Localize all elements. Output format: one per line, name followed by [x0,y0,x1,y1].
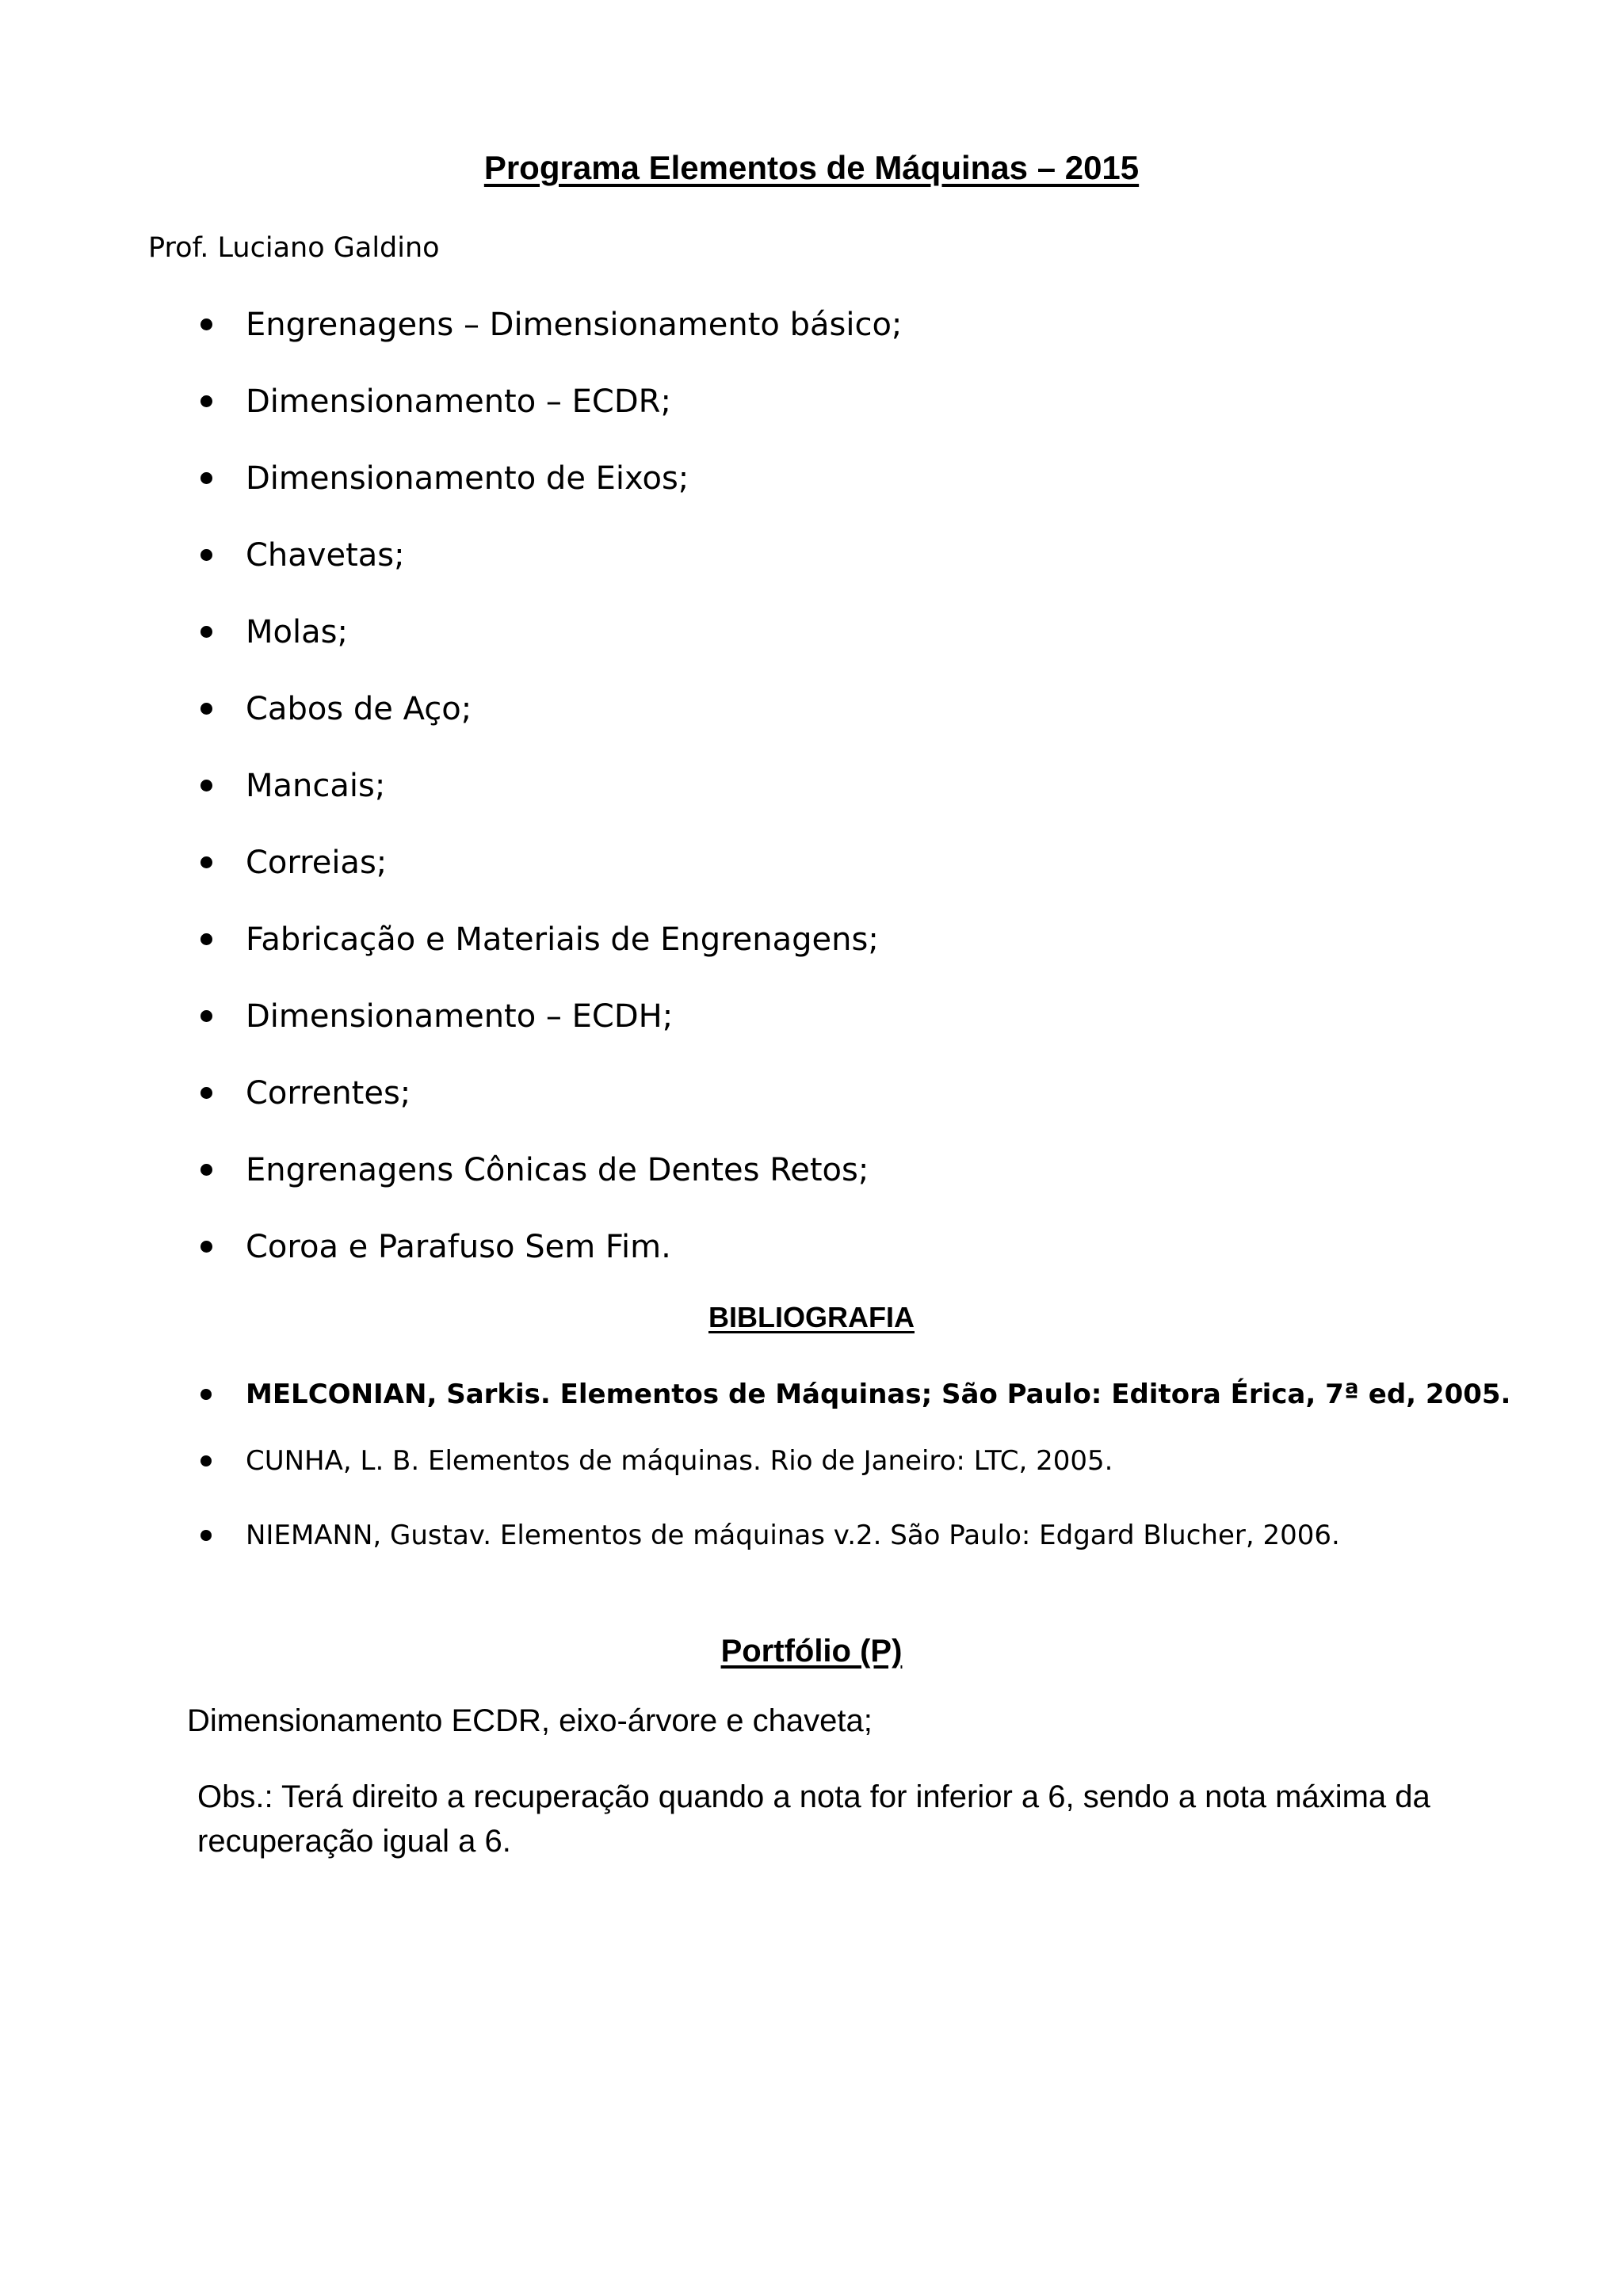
bullet-icon [200,1010,212,1022]
bibliography-item [0,1375,1623,1415]
bullet-icon [200,1455,212,1466]
bullet-icon [200,1087,212,1099]
topic-item [0,303,1623,350]
bullet-icon [200,549,212,561]
bullet-icon [200,1530,212,1541]
topic-text: Mancais; [246,768,386,804]
topic-text: Engrenagens – Dimensionamento básico; [246,307,903,343]
topic-text: Coroa e Parafuso Sem Fim. [246,1229,671,1265]
topic-text: Dimensionamento – ECDR; [246,383,671,420]
bullet-icon [200,395,212,407]
topic-item [0,1225,1623,1272]
bullet-icon [200,626,212,638]
portfolio-heading: Portfólio (P) [720,1634,903,1669]
topic-text: Cabos de Aço; [246,691,472,727]
bullet-icon [200,780,212,791]
topic-text: Chavetas; [246,537,405,574]
bullet-icon [200,1164,212,1176]
topic-text: Dimensionamento de Eixos; [246,460,689,497]
bullet-icon [200,933,212,945]
bibliography-text: MELCONIAN, Sarkis. Elementos de Máquinas; São Paulo: Editora Érica, 7ª ed, 2005. [246,1379,1511,1410]
bullet-icon [200,1389,212,1400]
professor-name: Prof. Luciano Galdino [148,232,440,264]
bibliography-text: CUNHA, L. B. Elementos de máquinas. Rio de Janeiro: LTC, 2005. [246,1445,1113,1477]
bullet-icon [200,703,212,715]
bibliography-text: NIEMANN, Gustav. Elementos de máquinas v.2. São Paulo: Edgard Blucher, 2006. [246,1520,1340,1551]
observation-note: Obs.: Terá direito a recuperação quando a nota for inferior a 6, sendo a nota máxima da recuperação igual a 6. [197,1779,1430,1859]
topic-text: Engrenagens Cônicas de Dentes Retos; [246,1152,869,1188]
topic-item [0,917,1623,965]
topic-text: Molas; [246,614,348,650]
bibliography-item [0,1516,1623,1556]
topic-item [0,610,1623,658]
topic-item [0,687,1623,734]
topic-item [0,841,1623,888]
topic-item [0,994,1623,1042]
bullet-icon [200,318,212,330]
portfolio-text: Dimensionamento ECDR, eixo-árvore e chaveta; [187,1703,873,1738]
bullet-icon [200,856,212,868]
topic-item [0,1071,1623,1119]
topic-item [0,533,1623,581]
document-title: Programa Elementos de Máquinas – 2015 [483,149,1140,186]
bibliography-heading: BIBLIOGRAFIA [708,1301,915,1333]
topic-item [0,1148,1623,1196]
topic-text: Dimensionamento – ECDH; [246,998,674,1035]
topic-item [0,456,1623,504]
topic-text: Correntes; [246,1075,411,1112]
bullet-icon [200,472,212,484]
bibliography-item [0,1442,1623,1482]
topic-item [0,764,1623,811]
bullet-icon [200,1241,212,1253]
topic-text: Correias; [246,845,388,881]
topic-item [0,379,1623,427]
topic-text: Fabricação e Materiais de Engrenagens; [246,921,879,958]
